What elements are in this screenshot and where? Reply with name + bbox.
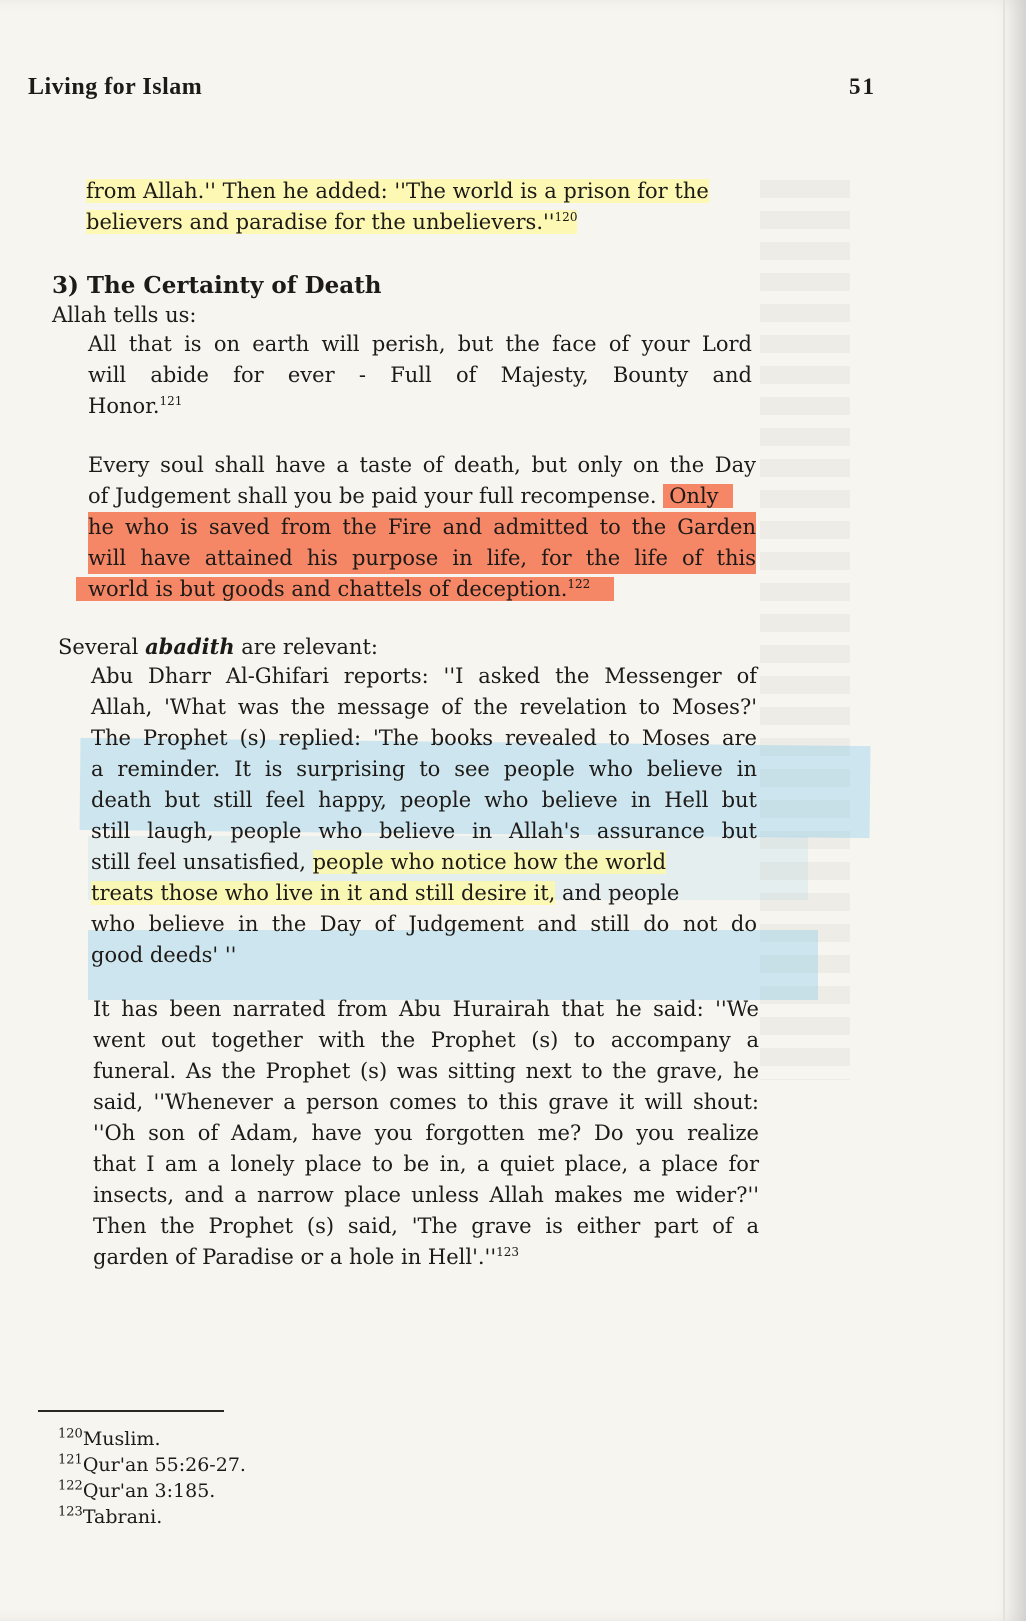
footnote-121: $^{121}$Qur'an 55:26-27. — [58, 1452, 246, 1476]
quote2-line-5: world is but goods and chattels of deception. — [88, 577, 568, 601]
hadith1-line-2: Allah, 'What was the message of the revelation to Moses?' — [91, 695, 757, 719]
footnote-122: $^{122}$Qur'an 3:185. — [58, 1478, 216, 1502]
quote1-line-3: Honor. — [88, 394, 160, 418]
intro-paragraph — [86, 176, 756, 238]
hadith2-line-7: insects, and a narrow place unless Allah makes me wider?'' — [93, 1183, 759, 1207]
ahadith-term: abadith — [145, 634, 235, 659]
running-header — [28, 74, 876, 101]
hadith1-line-7: still feel unsatisfied, — [91, 850, 313, 874]
footnote-rule — [38, 1410, 224, 1412]
hadith1-line-8: and people — [555, 881, 680, 905]
hadith2-line-6: that I am a lonely place to be in, a quiet place, a place for — [93, 1152, 759, 1176]
section-lead: Allah tells us: — [52, 303, 197, 327]
hadith1-line-4: a reminder. It is surprising to see people who believe in — [91, 757, 757, 781]
hadith1-line-5: death but still feel happy, people who believe in Hell but — [91, 788, 757, 812]
hadith-2 — [93, 994, 759, 1273]
hadith2-line-2: went out together with the Prophet (s) to accompany a — [93, 1028, 759, 1052]
quote2-line-4: will have attained his purpose in life, for the life of this — [88, 543, 756, 574]
footnote-ref-122: 122 — [567, 577, 591, 591]
quote1-line-2: will abide for ever - Full of Majesty, Bounty and — [88, 363, 752, 387]
hadith2-line-8: Then the Prophet (s) said, 'The grave is either part of a — [93, 1214, 759, 1238]
hadith1-line-6: still laugh, people who believe in Allah's assurance but — [91, 819, 757, 843]
section-number: 3) — [52, 272, 79, 299]
hadith1-line-1: Abu Dharr Al-Ghifari reports: ''I asked the Messenger of — [91, 664, 757, 688]
footnote-123: $^{123}$Tabrani. — [58, 1504, 163, 1528]
quote2-line-2: of Judgement shall you be paid your full recompense. — [88, 484, 657, 508]
intro-line-1: from Allah.'' Then he added: ''The world is a prison for the — [86, 179, 709, 203]
quote2-line-2-highlight: Only — [663, 484, 732, 508]
footnote-ref-121: 121 — [159, 394, 183, 408]
hadith2-line-1: It has been narrated from Abu Hurairah that he said: ''We — [93, 997, 759, 1021]
hadith1-line-10: good deeds' '' — [91, 943, 237, 967]
quran-quote-2 — [88, 450, 756, 605]
hadith-1 — [91, 661, 757, 971]
hadith1-line-9: who believe in the Day of Judgement and still do not do — [91, 912, 757, 936]
quote1-line-1: All that is on earth will perish, but the face of your Lord — [88, 332, 752, 356]
page-number: 51 — [849, 74, 876, 99]
section-heading — [52, 272, 382, 299]
hadith2-line-9: garden of Paradise or a hole in Hell'.'' — [93, 1245, 497, 1269]
intro-line-2: believers and paradise for the unbelievers.'' — [86, 210, 555, 234]
hadith2-line-3: funeral. As the Prophet (s) was sitting next to the grave, he — [93, 1059, 759, 1083]
hadith2-line-4: said, ''Whenever a person comes to this grave it will shout: — [93, 1090, 759, 1114]
quote2-line-1: Every soul shall have a taste of death, but only on the Day — [88, 453, 756, 477]
hadith1-line-3: The Prophet (s) replied: 'The books revealed to Moses are — [91, 726, 757, 750]
footnote-ref-120: 120 — [554, 210, 578, 224]
footnote-120: $^{120}$Muslim. — [58, 1426, 161, 1450]
book-title: Living for Islam — [28, 74, 203, 100]
footnote-ref-123: 123 — [496, 1245, 519, 1259]
page-edge-shadow — [1003, 0, 1005, 1621]
footnotes — [58, 1426, 246, 1530]
ahadith-intro: Several abadith are relevant: — [58, 634, 378, 659]
hadith2-line-5: ''Oh son of Adam, have you forgotten me? Do you realize — [93, 1121, 759, 1145]
section-title: The Certainty of Death — [86, 272, 382, 299]
hadith1-line-8-highlight: treats those who live in it and still desire it, — [91, 881, 556, 905]
hadith1-line-7-highlight: people who notice how the world — [312, 850, 667, 874]
quran-quote-1 — [88, 329, 752, 422]
quote2-line-3: he who is saved from the Fire and admitted to the Garden — [88, 512, 756, 543]
